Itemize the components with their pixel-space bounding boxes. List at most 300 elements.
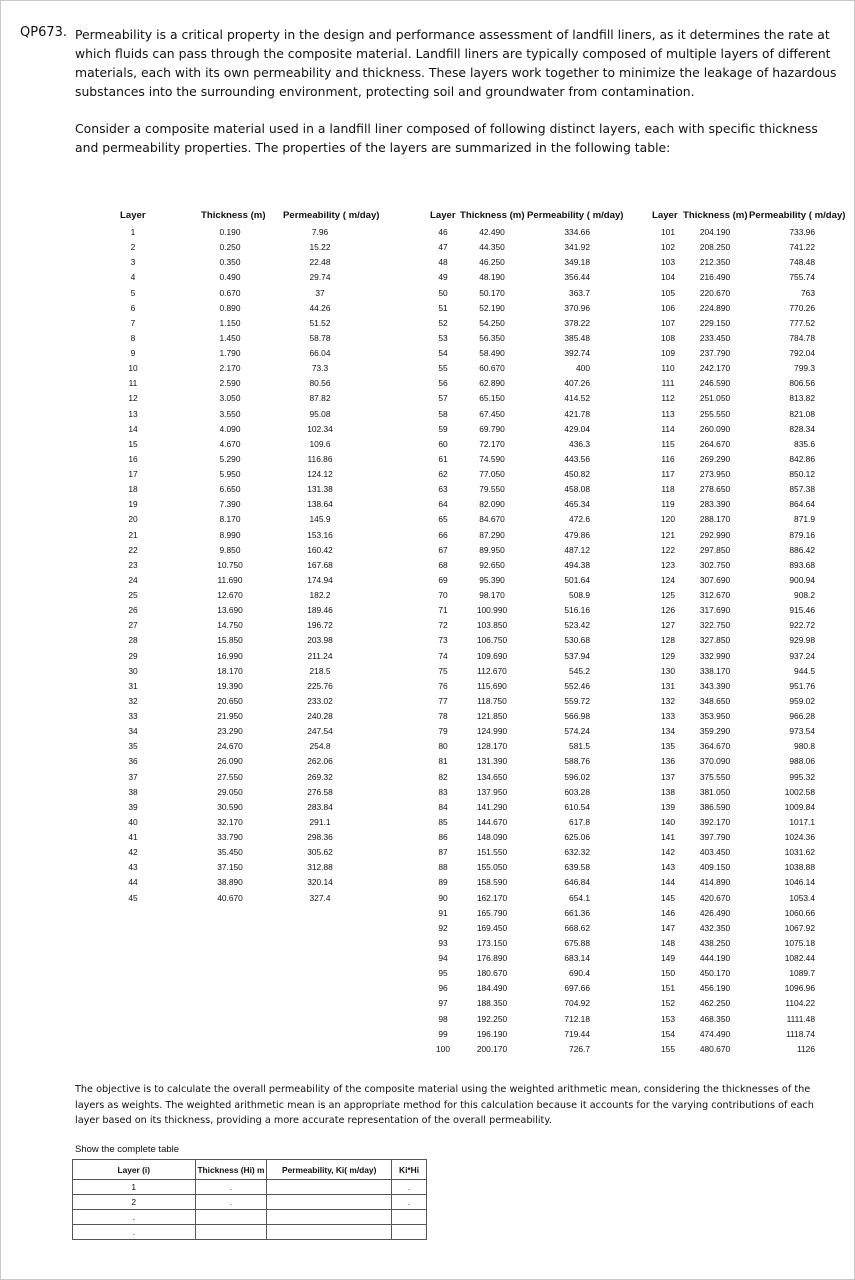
table-cell: 52.190 bbox=[479, 302, 505, 313]
table-cell: 1009.84 bbox=[784, 801, 815, 812]
table-cell: 149 bbox=[661, 953, 675, 963]
table-cell: 131 bbox=[661, 680, 675, 691]
table-cell: 150 bbox=[661, 968, 675, 979]
table-cell: 12 bbox=[128, 393, 138, 404]
table-cell: 92 bbox=[438, 922, 448, 933]
table-cell: 273.950 bbox=[699, 469, 731, 479]
table-cell: 959.02 bbox=[789, 695, 815, 706]
table-cell: 123 bbox=[661, 559, 675, 570]
table-cell: 777.52 bbox=[789, 317, 815, 328]
table-cell: 129 bbox=[661, 650, 675, 661]
table-cell: 22 bbox=[128, 544, 138, 555]
table-cell: 1031.62 bbox=[784, 847, 815, 858]
table-cell: 135 bbox=[661, 741, 675, 752]
table-cell: 218.5 bbox=[309, 665, 331, 676]
table-cell: 118 bbox=[661, 484, 675, 495]
table-cell: 1118.74 bbox=[785, 1028, 815, 1039]
table-cell: 144.670 bbox=[476, 816, 508, 827]
table-cell: 106 bbox=[661, 302, 675, 313]
table-cell: 426.490 bbox=[699, 907, 731, 918]
table-cell: 420.670 bbox=[699, 892, 731, 903]
table-cell: 120 bbox=[661, 514, 675, 525]
table-cell: 414.890 bbox=[699, 877, 731, 888]
table-cell: 76 bbox=[438, 680, 448, 691]
table-cell: 741.22 bbox=[789, 242, 815, 253]
table-cell: 317.690 bbox=[699, 605, 731, 616]
table-cell: 104 bbox=[661, 272, 675, 283]
table-cell: 41 bbox=[128, 832, 138, 842]
table-cell: 260.090 bbox=[699, 423, 731, 434]
table-cell: 468.350 bbox=[699, 1013, 731, 1024]
table-cell: 70 bbox=[438, 590, 448, 600]
table-cell: 341.92 bbox=[564, 242, 590, 253]
table-cell: 3 bbox=[130, 257, 136, 268]
table-cell: 155 bbox=[661, 1043, 675, 1054]
answer-cell: . bbox=[392, 1180, 427, 1195]
table-cell: 28 bbox=[128, 635, 138, 646]
table-cell: 115 bbox=[661, 438, 675, 449]
table-cell: 184.490 bbox=[476, 983, 508, 994]
table-cell: 64 bbox=[438, 499, 448, 510]
table-row bbox=[73, 1180, 427, 1195]
table-cell: 675.88 bbox=[564, 937, 590, 948]
table-cell: 203.98 bbox=[307, 635, 333, 646]
table-cell: 142 bbox=[661, 847, 675, 858]
answer-cell bbox=[195, 1225, 267, 1240]
table-cell: 1104.22 bbox=[785, 998, 815, 1009]
table-cell: 18 bbox=[128, 484, 138, 495]
table-cell: 828.34 bbox=[789, 423, 815, 434]
table-cell: 552.46 bbox=[564, 680, 590, 691]
table-cell: 25 bbox=[128, 590, 138, 600]
table-cell: 211.24 bbox=[307, 650, 333, 661]
table-cell: 128.170 bbox=[476, 741, 508, 752]
table-cell: 101 bbox=[661, 227, 675, 237]
table-cell: 1.150 bbox=[219, 317, 241, 328]
table-cell: 479.86 bbox=[564, 529, 590, 540]
table-cell: 15.22 bbox=[309, 242, 331, 253]
table-cell: 107 bbox=[661, 317, 675, 328]
table-cell: 278.650 bbox=[699, 484, 731, 495]
table-cell: 474.490 bbox=[699, 1028, 731, 1039]
table-cell: 103 bbox=[661, 257, 675, 268]
table-cell: 386.590 bbox=[699, 801, 731, 812]
table-cell: 137.950 bbox=[476, 786, 508, 797]
table-cell: 30.590 bbox=[217, 801, 243, 812]
table-cell: 138.64 bbox=[307, 499, 333, 510]
table-cell: 733.96 bbox=[789, 227, 815, 237]
table-cell: 80.56 bbox=[309, 378, 331, 389]
table-cell: 112.670 bbox=[477, 665, 507, 676]
table-cell: 763 bbox=[801, 287, 815, 298]
table-cell: 95.08 bbox=[309, 408, 331, 419]
table-cell: 305.62 bbox=[307, 847, 333, 858]
table-cell: 50.170 bbox=[479, 287, 505, 298]
table-cell: 297.850 bbox=[699, 544, 731, 555]
table-cell: 79.550 bbox=[479, 484, 505, 495]
table-cell: 5.950 bbox=[219, 469, 241, 479]
table-cell: 4.670 bbox=[219, 438, 241, 449]
table-cell: 617.8 bbox=[569, 816, 590, 827]
table-cell: 857.38 bbox=[789, 484, 815, 495]
table-cell: 821.08 bbox=[789, 408, 815, 419]
table-cell: 6.650 bbox=[219, 484, 241, 495]
table-cell: 264.670 bbox=[699, 438, 731, 449]
table-cell: 10 bbox=[128, 363, 138, 374]
table-cell: 438.250 bbox=[699, 937, 731, 948]
block1-permeability-column bbox=[300, 225, 340, 906]
table-cell: 690.4 bbox=[569, 968, 590, 979]
table-cell: 138 bbox=[661, 786, 675, 797]
table-cell: 7.390 bbox=[219, 499, 241, 510]
table-cell: 414.52 bbox=[564, 393, 590, 404]
table-cell: 363.7 bbox=[569, 287, 590, 298]
table-cell: 124.990 bbox=[476, 726, 508, 737]
table-cell: 90 bbox=[438, 892, 448, 903]
table-cell: 192.250 bbox=[476, 1013, 508, 1024]
table-cell: 288.170 bbox=[699, 514, 731, 525]
table-cell: 82.090 bbox=[479, 499, 505, 510]
table-cell: 174.94 bbox=[307, 574, 333, 585]
table-cell: 625.06 bbox=[564, 832, 590, 842]
table-cell: 44 bbox=[128, 877, 138, 888]
table-cell: 20.650 bbox=[217, 695, 243, 706]
table-cell: 65 bbox=[438, 514, 448, 525]
table-cell: 343.390 bbox=[699, 680, 731, 691]
table-cell: 212.350 bbox=[699, 257, 731, 268]
table-cell: 125 bbox=[661, 590, 675, 600]
table-cell: 48.190 bbox=[479, 272, 505, 283]
table-cell: 39 bbox=[128, 801, 138, 812]
table-cell: 8.990 bbox=[219, 529, 241, 540]
table-cell: 364.670 bbox=[699, 741, 731, 752]
table-cell: 322.750 bbox=[699, 620, 731, 631]
table-cell: 92.650 bbox=[479, 559, 505, 570]
table-row bbox=[73, 1210, 427, 1225]
table-cell: 8 bbox=[130, 332, 136, 343]
table-cell: 0.250 bbox=[219, 242, 241, 253]
setup-paragraph: Consider a composite material used in a landfill liner composed of following distinct layers, each with specific thickness and permeability properties. The properties of the layers are summarized in the following table: bbox=[75, 121, 818, 155]
table-cell: 106.750 bbox=[476, 635, 508, 646]
table-cell: 12.670 bbox=[217, 590, 243, 600]
intro-paragraph: Permeability is a critical property in the design and performance assessment of landfill liners, as it determines the rate at which fluids can pass through the composite material. Landfill liners are typically composed of multiple layers of different materials, each with its own permeability and thickness. These layers work together to minimize the leakage of hazardous substances into the surrounding environment, protecting soil and groundwater from contamination. bbox=[75, 27, 837, 99]
table-cell: 17 bbox=[128, 469, 138, 479]
table-cell: 654.1 bbox=[569, 892, 590, 903]
table-cell: 29.74 bbox=[309, 272, 331, 283]
table-cell: 79 bbox=[438, 726, 448, 737]
table-cell: 276.58 bbox=[307, 786, 333, 797]
table-cell: 225.76 bbox=[307, 680, 333, 691]
table-cell: 233.02 bbox=[307, 695, 333, 706]
table-cell: 588.76 bbox=[564, 756, 590, 767]
table-cell: 443.56 bbox=[564, 453, 590, 464]
table-cell: 298.36 bbox=[307, 832, 333, 842]
table-cell: 67.450 bbox=[479, 408, 505, 419]
table-cell: 381.050 bbox=[699, 786, 731, 797]
table-cell: 81 bbox=[438, 756, 448, 767]
table-cell: 144 bbox=[661, 877, 675, 888]
table-cell: 196.190 bbox=[476, 1028, 508, 1039]
table-cell: 6 bbox=[130, 302, 136, 313]
table-cell: 1126 bbox=[796, 1043, 815, 1054]
table-cell: 719.44 bbox=[564, 1028, 590, 1039]
table-cell: 51 bbox=[438, 302, 448, 313]
table-cell: 84.670 bbox=[479, 514, 505, 525]
table-row bbox=[73, 1225, 427, 1240]
block2-header-thickness: Thickness (m) bbox=[460, 210, 525, 221]
table-cell: 44.26 bbox=[309, 302, 331, 313]
table-cell: 53 bbox=[438, 332, 448, 343]
table-cell: 88 bbox=[438, 862, 448, 873]
table-cell: 312.670 bbox=[699, 590, 731, 600]
table-cell: 154 bbox=[661, 1028, 675, 1039]
table-cell: 842.86 bbox=[789, 453, 815, 464]
table-cell: 165.790 bbox=[476, 907, 508, 918]
table-cell: 15 bbox=[128, 438, 138, 449]
table-cell: 60 bbox=[438, 438, 448, 449]
answer-table-header-row bbox=[73, 1160, 427, 1180]
table-cell: 93 bbox=[438, 937, 448, 948]
table-cell: 11 bbox=[128, 378, 138, 389]
table-cell: 436.3 bbox=[569, 438, 590, 449]
table-cell: 385.48 bbox=[564, 332, 590, 343]
table-cell: 35 bbox=[128, 741, 138, 752]
table-cell: 338.170 bbox=[699, 665, 731, 676]
table-cell: 18.170 bbox=[217, 665, 243, 676]
table-cell: 155.050 bbox=[476, 862, 508, 873]
table-cell: 29.050 bbox=[217, 786, 243, 797]
table-cell: 23.290 bbox=[217, 726, 243, 737]
table-cell: 36 bbox=[128, 756, 138, 767]
answer-header-kihi: Ki*Hi bbox=[392, 1160, 427, 1180]
table-cell: 254.8 bbox=[309, 741, 331, 752]
block1-layer-column bbox=[118, 225, 148, 906]
table-cell: 704.92 bbox=[564, 998, 590, 1009]
table-cell: 55 bbox=[438, 363, 448, 374]
table-cell: 3.550 bbox=[219, 408, 241, 419]
table-cell: 392.170 bbox=[699, 816, 731, 827]
table-cell: 5.290 bbox=[219, 453, 241, 464]
table-cell: 697.66 bbox=[564, 983, 590, 994]
block3-header-layer: Layer bbox=[652, 210, 678, 221]
table-cell: 0.190 bbox=[219, 227, 241, 237]
table-cell: 153.16 bbox=[307, 529, 333, 540]
table-cell: 1111.48 bbox=[786, 1013, 815, 1024]
table-cell: 421.78 bbox=[564, 408, 590, 419]
table-cell: 988.06 bbox=[789, 756, 815, 767]
table-cell: 456.190 bbox=[699, 983, 731, 994]
table-cell: 16 bbox=[128, 453, 138, 464]
table-cell: 792.04 bbox=[789, 348, 815, 358]
table-cell: 11.690 bbox=[217, 574, 243, 585]
answer-header-layer: Layer (i) bbox=[73, 1160, 196, 1180]
table-cell: 16.990 bbox=[217, 650, 243, 661]
table-cell: 307.690 bbox=[699, 574, 731, 585]
table-cell: 34 bbox=[128, 726, 138, 737]
table-cell: 596.02 bbox=[564, 771, 590, 782]
table-cell: 545.2 bbox=[569, 665, 590, 676]
table-cell: 124 bbox=[661, 574, 675, 585]
block3-permeability-column bbox=[765, 225, 815, 1057]
table-cell: 1038.88 bbox=[784, 862, 815, 873]
block2-thickness-column bbox=[472, 225, 512, 1057]
table-cell: 334.66 bbox=[564, 227, 590, 237]
answer-cell: 2 bbox=[73, 1195, 196, 1210]
table-cell: 432.350 bbox=[699, 922, 731, 933]
table-cell: 113 bbox=[661, 408, 675, 419]
table-cell: 158.590 bbox=[476, 877, 508, 888]
table-cell: 19.390 bbox=[217, 680, 243, 691]
table-cell: 109.6 bbox=[309, 438, 331, 449]
table-cell: 102.34 bbox=[307, 423, 333, 434]
table-cell: 145.9 bbox=[309, 514, 331, 525]
table-cell: 62.890 bbox=[479, 378, 505, 389]
table-cell: 356.44 bbox=[564, 272, 590, 283]
table-cell: 755.74 bbox=[789, 272, 815, 283]
table-cell: 30 bbox=[128, 665, 138, 676]
table-cell: 283.84 bbox=[307, 801, 333, 812]
table-cell: 160.42 bbox=[307, 544, 333, 555]
table-cell: 111 bbox=[661, 378, 675, 389]
table-cell: 9 bbox=[130, 348, 136, 358]
table-cell: 639.58 bbox=[564, 862, 590, 873]
table-cell: 247.54 bbox=[307, 726, 333, 737]
table-cell: 60.670 bbox=[479, 363, 505, 374]
table-cell: 100.990 bbox=[476, 605, 508, 616]
table-cell: 40 bbox=[128, 816, 138, 827]
answer-cell bbox=[267, 1210, 392, 1225]
table-cell: 359.290 bbox=[699, 726, 731, 737]
table-cell: 462.250 bbox=[699, 998, 731, 1009]
table-cell: 56.350 bbox=[479, 332, 505, 343]
table-cell: 98.170 bbox=[479, 590, 505, 600]
table-cell: 216.490 bbox=[699, 272, 731, 283]
table-cell: 117 bbox=[661, 469, 675, 479]
table-cell: 523.42 bbox=[564, 620, 590, 631]
table-cell: 24 bbox=[128, 574, 138, 585]
table-cell: 1.450 bbox=[219, 332, 241, 343]
table-cell: 80 bbox=[438, 741, 448, 752]
table-cell: 1082.44 bbox=[784, 953, 815, 963]
table-cell: 109.690 bbox=[476, 650, 508, 661]
table-cell: 27.550 bbox=[217, 771, 243, 782]
table-cell: 204.190 bbox=[699, 227, 731, 237]
table-cell: 320.14 bbox=[307, 877, 333, 888]
block2-permeability-column bbox=[540, 225, 590, 1057]
answer-cell bbox=[195, 1210, 267, 1225]
table-cell: 403.450 bbox=[699, 847, 731, 858]
table-cell: 646.84 bbox=[564, 877, 590, 888]
table-cell: 108 bbox=[661, 332, 675, 343]
table-cell: 73.3 bbox=[311, 363, 329, 374]
table-cell: 1067.92 bbox=[784, 922, 815, 933]
table-cell: 65.150 bbox=[479, 393, 505, 404]
answer-table bbox=[72, 1159, 427, 1240]
table-cell: 52 bbox=[438, 317, 448, 328]
answer-header-permeability: Permeability, Ki( m/day) bbox=[267, 1160, 392, 1180]
table-cell: 465.34 bbox=[564, 499, 590, 510]
table-cell: 806.56 bbox=[789, 378, 815, 389]
table-cell: 196.72 bbox=[307, 620, 333, 631]
table-cell: 44.350 bbox=[479, 242, 505, 253]
table-cell: 83 bbox=[438, 786, 448, 797]
table-cell: 3.050 bbox=[219, 393, 241, 404]
table-cell: 24.670 bbox=[217, 741, 243, 752]
answer-cell bbox=[392, 1210, 427, 1225]
block1-thickness-column bbox=[210, 225, 250, 906]
block2-layer-column bbox=[428, 225, 458, 1057]
table-cell: 9.850 bbox=[219, 544, 241, 555]
table-cell: 220.670 bbox=[699, 287, 731, 298]
block1-header-thickness: Thickness (m) bbox=[201, 210, 266, 221]
table-cell: 38 bbox=[128, 786, 138, 797]
answer-cell bbox=[392, 1225, 427, 1240]
table-cell: 141.290 bbox=[476, 801, 508, 812]
table-cell: 75 bbox=[438, 665, 448, 676]
table-cell: 240.28 bbox=[307, 711, 333, 721]
table-cell: 269.290 bbox=[699, 453, 731, 464]
block3-layer-column bbox=[653, 225, 683, 1057]
table-cell: 5 bbox=[130, 287, 136, 298]
table-cell: 559.72 bbox=[564, 695, 590, 706]
table-cell: 188.350 bbox=[476, 998, 508, 1009]
block3-thickness-column bbox=[695, 225, 735, 1057]
table-cell: 26.090 bbox=[217, 756, 243, 767]
table-cell: 332.990 bbox=[699, 650, 731, 661]
table-cell: 85 bbox=[438, 816, 448, 827]
table-cell: 200.170 bbox=[476, 1043, 508, 1054]
table-cell: 54.250 bbox=[479, 317, 505, 328]
table-cell: 112 bbox=[661, 393, 675, 404]
table-cell: 42 bbox=[128, 847, 138, 858]
table-cell: 537.94 bbox=[564, 650, 590, 661]
table-cell: 62 bbox=[438, 469, 448, 479]
table-cell: 813.82 bbox=[789, 393, 815, 404]
table-cell: 327.4 bbox=[309, 892, 331, 903]
table-cell: 444.190 bbox=[699, 953, 731, 963]
table-cell: 19 bbox=[128, 499, 138, 510]
table-cell: 89.950 bbox=[479, 544, 505, 555]
table-cell: 124.12 bbox=[307, 469, 333, 479]
table-cell: 114 bbox=[661, 423, 675, 434]
table-cell: 69.790 bbox=[479, 423, 505, 434]
block2-header-layer: Layer bbox=[430, 210, 456, 221]
answer-header-thickness: Thickness (Hi) m bbox=[195, 1160, 267, 1180]
table-cell: 7 bbox=[130, 317, 136, 328]
table-cell: 46.250 bbox=[479, 257, 505, 268]
table-cell: 375.550 bbox=[699, 771, 731, 782]
table-cell: 97 bbox=[438, 998, 448, 1009]
table-cell: 0.490 bbox=[219, 272, 241, 283]
table-cell: 980.8 bbox=[794, 741, 815, 752]
answer-cell: . bbox=[392, 1195, 427, 1210]
table-cell: 58.78 bbox=[309, 332, 331, 343]
table-cell: 143 bbox=[661, 862, 675, 873]
table-cell: 148.090 bbox=[476, 832, 508, 842]
table-cell: 1002.58 bbox=[784, 786, 815, 797]
table-cell: 208.250 bbox=[699, 242, 731, 253]
table-cell: 141 bbox=[661, 832, 675, 842]
table-cell: 61 bbox=[438, 453, 448, 464]
table-cell: 176.890 bbox=[476, 953, 508, 963]
table-row bbox=[73, 1195, 427, 1210]
table-cell: 246.590 bbox=[699, 378, 731, 389]
table-cell: 409.150 bbox=[699, 862, 731, 873]
table-cell: 2 bbox=[130, 242, 136, 253]
table-cell: 63 bbox=[438, 484, 448, 495]
table-cell: 146 bbox=[661, 907, 675, 918]
table-cell: 74 bbox=[438, 650, 448, 661]
